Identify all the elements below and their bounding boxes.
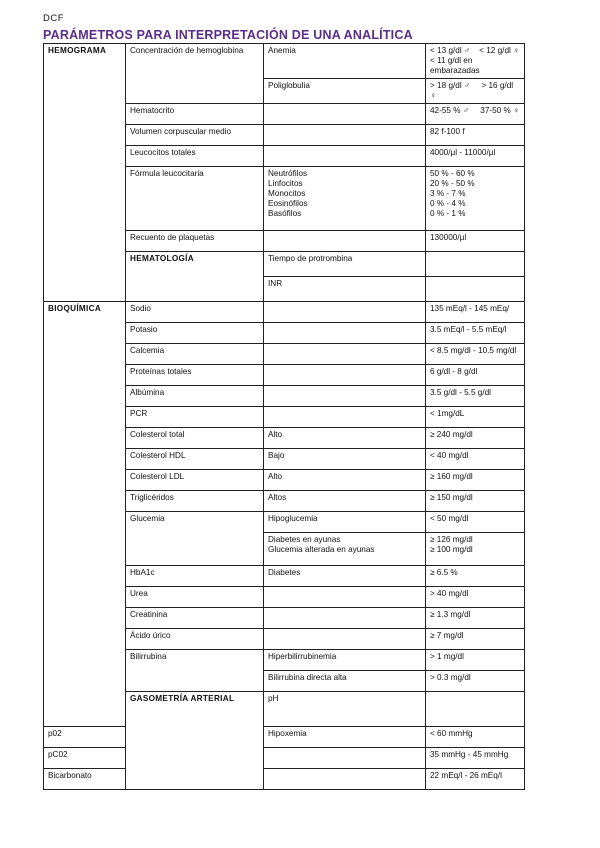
reference-value-list [426,167,525,231]
param-name: Recuento de plaquetas [126,231,264,252]
parameters-table [43,43,525,790]
reference-value [426,79,525,104]
section-hemograma: HEMOGRAMA [44,44,126,302]
reference-value: ≥ 126 mg/dl [430,535,473,544]
reference-value: < 50 mg/dl [426,512,525,533]
reference-value: 0 % - 4 % [430,199,466,208]
condition-empty [264,769,426,790]
reference-value: 4000/μl - 11000/μl [426,146,525,167]
param-name: Colesterol total [126,428,264,449]
reference-value: > 0.3 mg/dl [426,671,525,692]
condition: Altos [264,491,426,512]
condition-empty [264,125,426,146]
reference-value: ≥ 7 mg/dl [426,629,525,650]
reference-value: < 8.5 mg/dl - 10.5 mg/dl [426,344,525,365]
condition-empty [264,365,426,386]
condition: Hipoglucemia [264,512,426,533]
condition-empty [264,344,426,365]
param-name: Potasio [126,323,264,344]
cell-type: Eosinófilos [268,199,308,208]
reference-value: 35 mmHg - 45 mmHg [426,748,525,769]
param-name: Volumen corpuscular medio [126,125,264,146]
reference-value: ≥ 6.5 % [426,566,525,587]
param-name: Proteínas totales [126,365,264,386]
reference-value: < 40 mg/dl [426,449,525,470]
reference-value: 50 % - 60 % [430,169,475,178]
section-hematologia: HEMATOLOGÍA [126,252,264,302]
condition: Bajo [264,449,426,470]
reference-value: ≥ 150 mg/dl [426,491,525,512]
condition: Hipoxemia [264,727,426,748]
param-name: pH [264,692,426,727]
reference-value: 3.5 g/dl - 5.5 g/dl [426,386,525,407]
condition-empty [264,587,426,608]
reference-value: 135 mEq/l - 145 mEq/ [426,302,525,323]
reference-value: 6 g/dl - 8 g/dl [426,365,525,386]
reference-value: ≥ 240 mg/dl [426,428,525,449]
param-name: Concentración de hemoglobina [126,44,264,104]
value-pregnant: < 11 g/dl en embarazadas [430,56,480,75]
section-gasometria: GASOMETRÍA ARTERIAL [126,692,264,790]
reference-value: 130000/μl [426,231,525,252]
cell-type: Linfocitos [268,179,303,188]
param-name: PCR [126,407,264,428]
param-name: Triglicéridos [126,491,264,512]
reference-value: < 1mg/dL [426,407,525,428]
param-name: Glucemia [126,512,264,566]
condition-list [264,533,426,566]
param-name: Colesterol HDL [126,449,264,470]
condition-empty [264,302,426,323]
condition: Alto [264,470,426,491]
reference-value: ≥ 100 mg/dl [430,545,473,554]
param-name: pC02 [44,748,126,769]
param-name: Bicarbonato [44,769,126,790]
condition: Poliglobulia [264,79,426,104]
condition-empty [264,104,426,125]
table-row [44,748,525,769]
reference-value: ≥ 1.3 mg/dl [426,608,525,629]
param-name: Fórmula leucocitaria [126,167,264,231]
cell-type: Neutrófilos [268,169,308,178]
param-name: Ácido úrico [126,629,264,650]
table-row [44,44,525,79]
param-name: Calcemia [126,344,264,365]
reference-value-list [426,533,525,566]
param-name: Creatinina [126,608,264,629]
section-bioquimica: BIOQUÍMICA [44,302,126,727]
condition-empty [426,252,525,277]
condition-empty [264,323,426,344]
reference-value: 3.5 mEq/l - 5.5 mEq/l [426,323,525,344]
reference-value: > 40 mg/dl [426,587,525,608]
value-male: > 18 g/dl ♂ [430,81,471,90]
condition-list [264,167,426,231]
condition: Anemia [264,44,426,79]
condition-empty [264,629,426,650]
reference-value: ≥ 160 mg/dl [426,470,525,491]
param-name: p02 [44,727,126,748]
reference-value: > 1 mg/dl [426,650,525,671]
param-name: Sodio [126,302,264,323]
reference-value [426,44,525,79]
value-male: < 13 g/dl ♂ [430,46,471,55]
table-row [44,302,525,323]
condition-empty [426,277,525,302]
value-female: 37-50 % ♀ [480,106,520,115]
reference-value: 22 mEq/l - 26 mEq/l [426,769,525,790]
page-title: PARÁMETROS PARA INTERPRETACIÓN DE UNA ANALÍTICA [43,28,413,42]
condition-empty [264,608,426,629]
param-name: HbA1c [126,566,264,587]
condition: Diabetes en ayunas [268,535,341,544]
param-name: Urea [126,587,264,608]
document-label: DCF [43,13,65,24]
param-name: Albúmina [126,386,264,407]
table-row [44,769,525,790]
param-name: Bilirrubina [126,650,264,692]
condition-empty [264,146,426,167]
reference-value: 20 % - 50 % [430,179,475,188]
condition-empty [264,386,426,407]
condition: Hiperbilirrubinemia [264,650,426,671]
value-female: < 12 g/dl ♀ [479,46,520,55]
condition-empty [264,748,426,769]
condition: Bilirrubina directa alta [264,671,426,692]
reference-value [426,104,525,125]
condition-empty [264,407,426,428]
reference-value: 3 % - 7 % [430,189,466,198]
reference-value: 0 % - 1 % [430,209,466,218]
reference-value: 82 f-100 f [426,125,525,146]
param-name: Hematocrito [126,104,264,125]
condition-empty [426,692,525,727]
param-name: Tiempo de protrombina [264,252,426,277]
reference-value: < 60 mmHg [426,727,525,748]
table-row [44,727,525,748]
condition-empty [264,231,426,252]
condition: Glucemia alterada en ayunas [268,545,375,554]
value-female: > 16 g/dl ♀ [430,81,514,100]
param-name: INR [264,277,426,302]
cell-type: Basófilos [268,209,302,218]
value-male: 42-55 % ♂ [430,106,469,115]
param-name: Leucocitos totales [126,146,264,167]
cell-type: Monocitos [268,189,306,198]
condition: Diabetes [264,566,426,587]
condition: Alto [264,428,426,449]
param-name: Colesterol LDL [126,470,264,491]
